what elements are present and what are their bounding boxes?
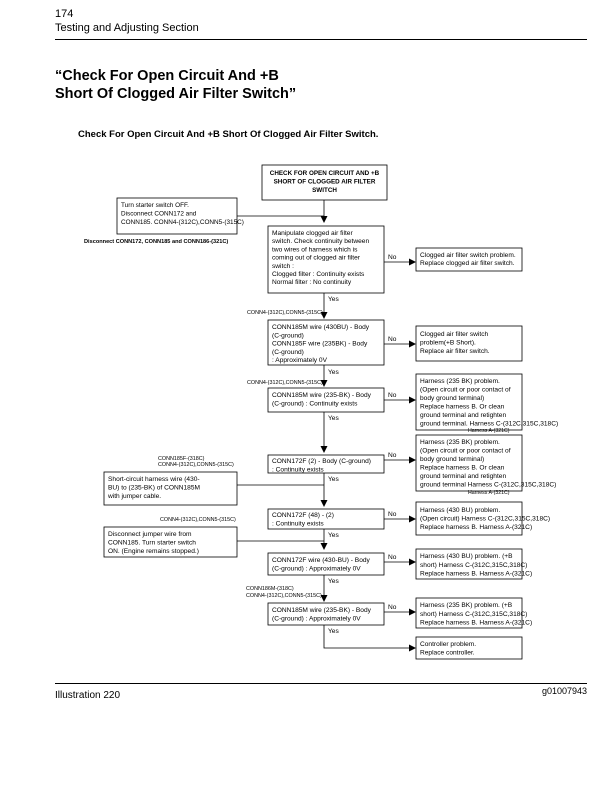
no4-box-line: body ground terminal) xyxy=(420,456,485,463)
turn-off-box xyxy=(117,198,244,234)
no6-box-line: short) Harness C-(312C,315C,318C) xyxy=(420,561,528,569)
step6-box-line: (C-ground) : Approximately 0V xyxy=(272,565,361,573)
step5-box-line: : Continuity exists xyxy=(272,520,324,528)
no3-box-line: Harness (235 BK) problem. xyxy=(420,378,500,385)
final-box-line: Replace controller. xyxy=(420,649,475,657)
no1-box xyxy=(416,248,522,271)
no6-box-line: Harness (430 BU) problem. (+B xyxy=(420,553,513,560)
note-4: CONN185F-(318C) xyxy=(158,456,205,462)
yes-label-3: Yes xyxy=(328,415,339,422)
final-box xyxy=(416,637,522,659)
no2-box-line: Replace air filter switch. xyxy=(420,348,490,355)
no7-box-line: short) Harness C-(312C,315C,318C) xyxy=(420,610,528,618)
no2-box-line: Clogged air filter switch xyxy=(420,331,489,338)
no5-box xyxy=(416,502,550,535)
disconnect-note: Disconnect CONN172, CONN185 and CONN186-(321C) xyxy=(84,239,229,245)
note-7: CONN4-(312C),CONN5-(315C) xyxy=(246,593,322,599)
illustration-caption: Illustration 220 xyxy=(55,690,121,701)
no6-box xyxy=(416,549,532,579)
step1-box-line: Manipulate clogged air filter xyxy=(272,230,353,237)
note-4: CONN4-(312C),CONN5-(315C) xyxy=(158,462,234,468)
side5-box xyxy=(104,527,237,557)
no4-box-line: ground terminal and retighten xyxy=(420,473,507,480)
start-box-line: SHORT OF CLOGGED AIR FILTER xyxy=(273,178,376,186)
heading-line-1: “Check For Open Circuit And +B xyxy=(55,68,279,84)
no3-tag: Harness A-(321C) xyxy=(468,428,510,434)
step1-box-line: two wires of harness which is xyxy=(272,246,358,254)
step2-box-line: CONN185M wire (430BU) - Body xyxy=(272,324,370,331)
yes-label-6: Yes xyxy=(328,578,339,585)
start-box-line: SWITCH xyxy=(312,187,337,194)
no7-box-line: Replace harness B. Harness A-(321C) xyxy=(420,619,533,627)
no-label-4: No xyxy=(388,452,397,459)
note-5: CONN4-(312C),CONN5-(315C) xyxy=(160,517,236,523)
no5-box-line: Harness (430 BU) problem. xyxy=(420,507,501,514)
no3-box-line: Replace harness B. Or clean xyxy=(420,403,505,411)
step6-box xyxy=(268,553,384,575)
no-label-2: No xyxy=(388,336,397,343)
no5-box-line: Replace harness B. Harness A-(321C) xyxy=(420,524,533,532)
final-box-line: Controller problem. xyxy=(420,641,477,648)
side5-box-line: ON. (Engine remains stopped.) xyxy=(108,548,199,555)
step4-box xyxy=(268,455,384,473)
no3-box-line: ground terminal. Harness C-(312C,315C,318C) xyxy=(420,420,559,428)
step1-box-line: switch. Check continuity between xyxy=(272,238,370,246)
no4-box-line: Harness (235 BK) problem. xyxy=(420,439,500,446)
side5-box-line: Disconnect jumper wire from xyxy=(108,531,192,538)
section-title: Testing and Adjusting Section xyxy=(55,22,199,34)
start-box xyxy=(262,165,387,200)
step5-box xyxy=(268,509,384,529)
no7-box-line: Harness (235 BK) problem. (+B xyxy=(420,602,513,609)
yes-label-1: Yes xyxy=(328,296,339,303)
step2-box-line: (C-ground) xyxy=(272,348,304,356)
image-code: g01007943 xyxy=(541,686,587,696)
yes-label-7: Yes xyxy=(328,628,339,635)
side4-box xyxy=(104,472,237,505)
note-2: CONN4-(312C),CONN5-(315C) xyxy=(247,310,323,316)
step3-box-line: (C-ground) : Continuity exists xyxy=(272,400,358,408)
step2-box xyxy=(268,320,384,365)
no7-box xyxy=(416,598,532,628)
no3-box-line: (Open circuit or poor contact of xyxy=(420,386,511,394)
no3-box-line: ground terminal and retighten xyxy=(420,412,507,419)
side5-box-line: CONN185. Turn starter switch xyxy=(108,539,196,547)
step2-box-line: (C-ground) xyxy=(272,332,304,340)
turn-off-box-line: Turn starter switch OFF. xyxy=(121,202,189,209)
note-3: CONN4-(312C),CONN5-(315C) xyxy=(247,380,323,386)
step7-box-line: (C-ground) : Approximately 0V xyxy=(272,615,361,623)
step7-box-line: CONN185M wire (235-BK) - Body xyxy=(272,607,371,614)
turn-off-box-line: CONN185. CONN4-(312C),CONN5-(315C) xyxy=(121,219,244,226)
step7-box xyxy=(268,603,384,625)
step1-box-line: switch : xyxy=(272,262,294,270)
no4-box-line: (Open circuit or poor contact of xyxy=(420,447,511,455)
no3-box-line: body ground terminal) xyxy=(420,395,485,402)
side4-box-line: BU) to (235-BK) of CONN185M xyxy=(108,484,200,492)
note-7: CONN186M-(318C) xyxy=(246,586,294,592)
step1-box-line: Normal filter : No continuity xyxy=(272,279,352,287)
no1-box-line: Replace clogged air filter switch. xyxy=(420,260,515,268)
footer-rule xyxy=(55,683,587,684)
yes-label-4: Yes xyxy=(328,476,339,483)
step3-box-line: CONN185M wire (235-BK) - Body xyxy=(272,392,371,399)
step6-box-line: CONN172F wire (430-BU) - Body xyxy=(272,557,370,564)
step3-box xyxy=(268,388,384,412)
no1-box-line: Clogged air filter switch problem. xyxy=(420,252,516,259)
step4-box-line: : Continuity exists xyxy=(272,466,324,474)
no3-box xyxy=(416,374,558,430)
no-label-7: No xyxy=(388,604,397,611)
step2-box-line: : Approximately 0V xyxy=(272,357,327,365)
step1-box xyxy=(268,226,384,293)
turn-off-box-line: Disconnect CONN172 and xyxy=(121,210,197,218)
yes-label-2: Yes xyxy=(328,369,339,376)
side4-box-line: with jumper cable. xyxy=(108,493,162,500)
step1-box-line: Clogged filter : Continuity exists xyxy=(272,271,365,278)
step1-box-line: coming out of clogged air filter xyxy=(272,254,360,262)
no5-box-line: (Open circuit) Harness C-(312C,315C,318C) xyxy=(420,515,551,523)
page-number: 174 xyxy=(55,8,74,20)
no4-tag: Harness A-(321C) xyxy=(468,490,510,496)
no4-box xyxy=(416,435,556,491)
no2-box-line: problem(+B Short). xyxy=(420,339,476,347)
no2-box xyxy=(416,326,522,361)
heading-line-2: Short Of Clogged Air Filter Switch” xyxy=(55,86,297,102)
no4-box-line: ground terminal Harness C-(312C,315C,318C) xyxy=(420,481,557,489)
no-label-1: No xyxy=(388,254,397,261)
no-label-3: No xyxy=(388,392,397,399)
figure-title: Check For Open Circuit And +B Short Of Clogged Air Filter Switch. xyxy=(78,129,379,140)
no6-box-line: Replace harness B. Harness A-(321C) xyxy=(420,570,533,578)
step5-box-line: CONN172F (48) - (2) xyxy=(272,512,334,519)
no-label-6: No xyxy=(388,554,397,561)
start-box-line: CHECK FOR OPEN CIRCUIT AND +B xyxy=(269,170,380,177)
yes-label-5: Yes xyxy=(328,532,339,539)
step2-box-line: CONN185F wire (235BK) - Body xyxy=(272,340,368,348)
no4-box-line: Replace harness B. Or clean xyxy=(420,464,505,472)
side4-box-line: Short-circuit harness wire (430- xyxy=(108,476,200,483)
no-label-5: No xyxy=(388,511,397,518)
step4-box-line: CONN172F (2) - Body (C-ground) xyxy=(272,458,371,465)
